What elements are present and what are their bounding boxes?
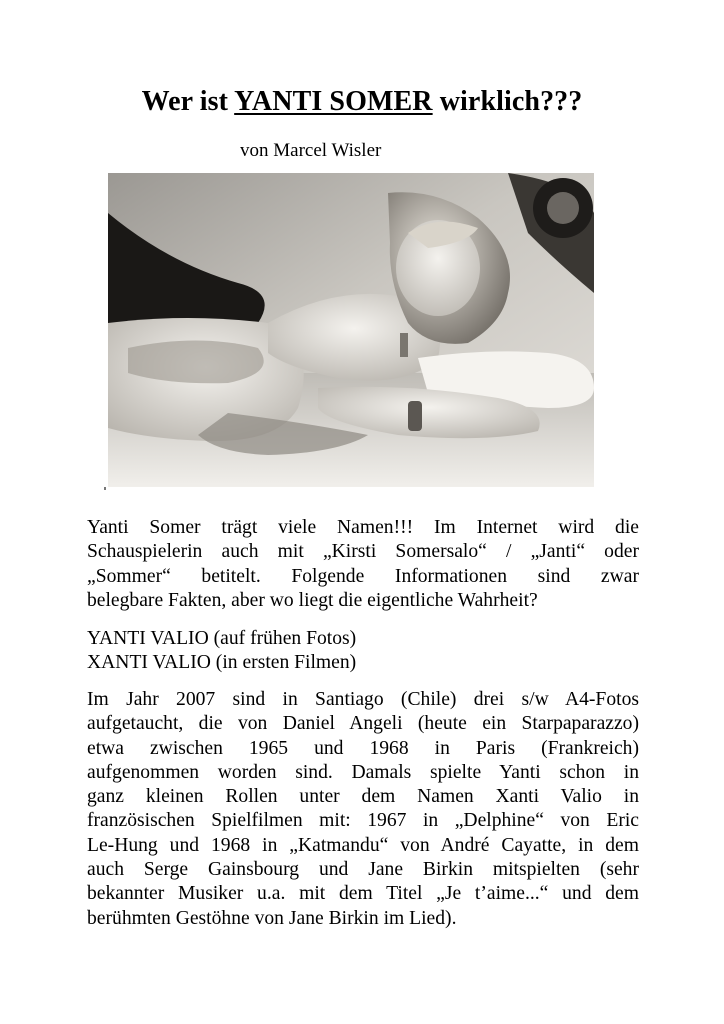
text-line: auch Serge Gainsbourg und Jane Birkin mitspielten (sehr	[87, 859, 639, 881]
text-line: französischen Spielfilmen mit: 1967 in „Delphine“ von Eric	[87, 810, 639, 832]
title-name: YANTI SOMER	[234, 86, 433, 117]
intro-paragraph	[87, 516, 639, 613]
stray-mark	[104, 487, 106, 490]
text-line: Le-Hung und 1968 in „Katmandu“ von André Cayatte, in dem	[87, 834, 639, 856]
text-line: Yanti Somer trägt viele Namen!!! Im Internet wird die	[87, 517, 639, 538]
title-suffix: wirklich???	[432, 86, 583, 117]
text-line: berühmten Gestöhne von Jane Birkin im Lied).	[87, 907, 457, 929]
text-line: Im Jahr 2007 sind in Santiago (Chile) drei s/w A4-Fotos	[87, 689, 639, 710]
author-byline: von Marcel Wisler	[240, 140, 382, 161]
text-line: „Sommer“ betitelt. Folgende Informationen sind zwar	[87, 565, 639, 587]
text-line: YANTI VALIO (auf frühen Fotos)	[87, 628, 357, 649]
text-line: XANTI VALIO (in ersten Filmen)	[87, 652, 357, 674]
article-title	[0, 86, 724, 118]
text-line: aufgetaucht, die von Daniel Angeli (heute ein Starpaparazzo)	[87, 713, 639, 735]
names-paragraph	[87, 627, 639, 676]
text-line: Schauspielerin auch mit „Kirsti Somersalo“ / „Janti“ oder	[87, 541, 639, 563]
body-paragraph	[87, 688, 639, 931]
portrait-photo	[108, 173, 594, 487]
text-line: bekannter Musiker u.a. mit dem Titel „Je t’aime...“ und dem	[87, 883, 639, 905]
photo-illustration	[108, 173, 594, 487]
text-line: belegbare Fakten, aber wo liegt die eigentliche Wahrheit?	[87, 589, 538, 611]
title-prefix: Wer ist	[141, 86, 235, 117]
text-line: ganz kleinen Rollen unter dem Namen Xanti Valio in	[87, 786, 639, 808]
text-line: aufgenommen worden sind. Damals spielte Yanti schon in	[87, 761, 639, 783]
text-line: etwa zwischen 1965 und 1968 in Paris (Frankreich)	[87, 737, 639, 759]
